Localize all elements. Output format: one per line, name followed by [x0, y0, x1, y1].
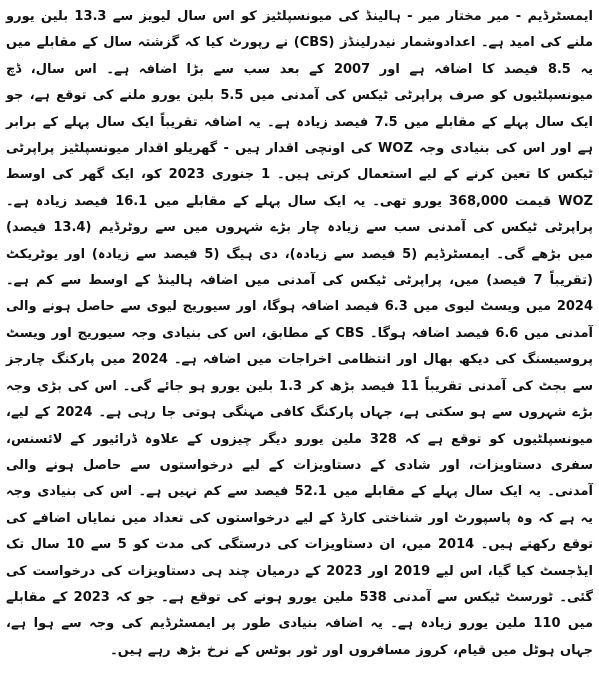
article-body-text: ایمسٹرڈیم - میر مختار میر - ہالینڈ کی میونسپلٹیز کو اس سال لیویز سے 13.3 بلین یورو ملنے کی امید ہے۔ اعدادوشمار نیدرلینڈز (CBS) نے رپورٹ کیا کہ گزشتہ سال کے مقابلے میں یہ 8.5 فیصد کا اضافہ ہے اور 2007 کے بعد سب سے بڑا اضافہ ہے۔ اس سال، ڈچ میونسپلٹیوں کو صرف پراپرٹی ٹیکس کی آمدنی میں 5.5 بلین یورو ملنے کی توقع ہے، جو ایک سال پہلے کے مقابلے میں 7.5 فیصد زیادہ ہے۔ یہ اضافہ تقریباً ایک سال پہلے کے برابر ہے اور اس کی بنیادی وجہ WOZ کی اونچی اقدار ہیں - گھریلو اقدار میونسپلٹیز پراپرٹی ٹیکس کا تعین کرنے کے لیے استعمال کرتی ہیں۔ 1 جنوری 2023 کو، ایک گھر کی اوسط WOZ قیمت 368,000 یورو تھی۔ یہ ایک سال پہلے کے مقابلے میں 16.1 فیصد زیادہ ہے۔ پراپرٹی ٹیکس کی آمدنی سب سے زیادہ چار بڑے شہروں میں سے روٹرڈیم (13.4 فیصد) میں بڑھے گی۔ ایمسٹرڈیم (5 فیصد سے زیادہ)، دی ہیگ (5 فیصد سے زیادہ) اور یوٹریکٹ (تقریباً 7 فیصد) میں، پراپرٹی ٹیکس کی آمدنی میں اضافہ ہالینڈ کے اوسط سے کم ہے۔ 2024 میں ویسٹ لیوی میں 6.3 فیصد اضافہ ہوگا، اور سیوریج لیوی سے حاصل ہونے والی آمدنی میں 6.6 فیصد اضافہ ہوگا۔ CBS کے مطابق، اس کی بنیادی وجہ سیوریج اور ویسٹ پروسیسنگ کی دیکھ بھال اور انتظامی اخراجات میں اضافہ ہے۔ 2024 میں پارکنگ چارجز سے بجٹ کی آمدنی تقریباً 11 فیصد بڑھ کر 1.3 بلین یورو ہو جائے گی۔ اس کی بڑی وجہ بڑے شہروں سے ہو سکتی ہے، جہاں پارکنگ کافی مہنگی ہوتی جا رہی ہے۔ 2024 کے لیے، میونسپلٹیوں کو توقع ہے کہ 328 ملین یورو دیگر چیزوں کے علاوہ ڈرائیور کے لائسنس، سفری دستاویزات، اور شادی کے دستاویزات کے لیے درخواستوں سے حاصل ہونے والی آمدنی۔ یہ ایک سال پہلے کے مقابلے میں 52.1 فیصد سے کم نہیں ہے۔ اس کی بنیادی وجہ یہ ہے کہ وہ پاسپورٹ اور شناختی کارڈ کے لیے درخواستوں کی تعداد میں نمایاں اضافے کی توقع رکھتے ہیں۔ 2014 میں، ان دستاویزات کی درستگی کی مدت کو 5 سے 10 سال تک ایڈجسٹ کیا گیا، اس لیے 2019 اور 2023 کے درمیان چند ہی دستاویزات کی درخواست کی گئی۔ ٹورسٹ ٹیکس سے آمدنی 538 ملین یورو ہونے کی توقع ہے۔ جو کہ 2023 کے مقابلے میں 110 ملین یورو زیادہ ہے۔ یہ اضافہ بنیادی طور پر ایمسٹرڈیم کی وجہ سے ہوا ہے، جہاں ہوٹل میں قیام، کروز مسافروں اور ٹور بوٹس کے نرخ بڑھ رہے ہیں۔ [6, 9, 594, 658]
